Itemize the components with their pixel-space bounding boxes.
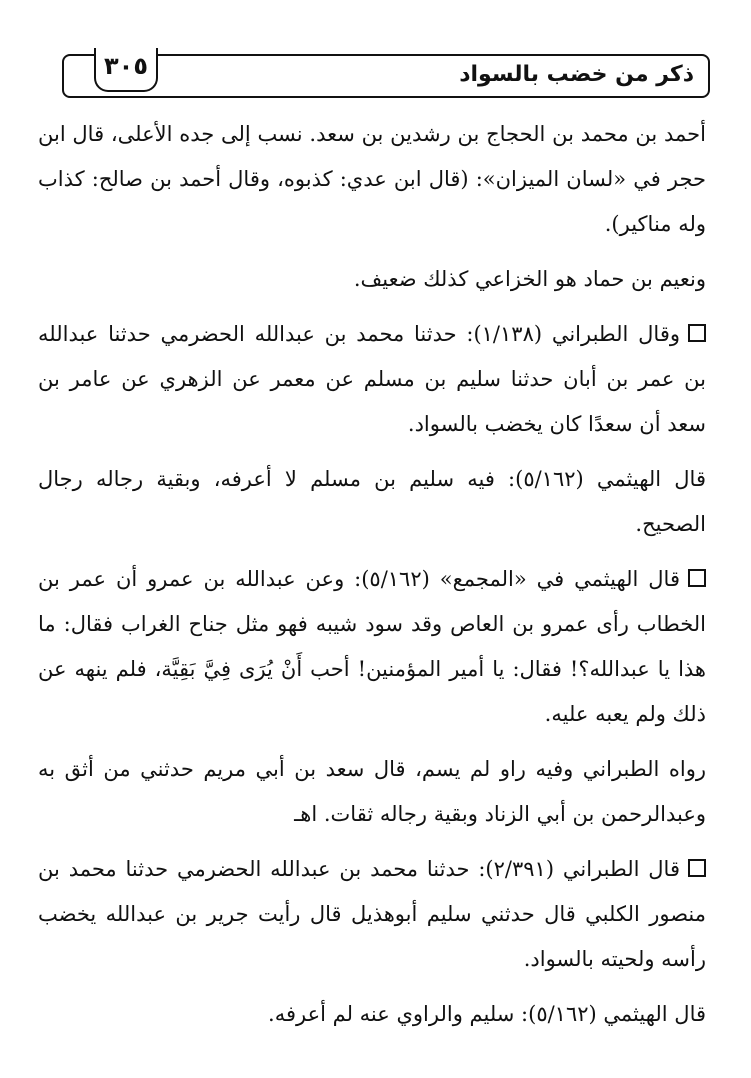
paragraph-5 [38, 557, 706, 737]
paragraph-text: قال الطبراني (٢/٣٩١): حدثنا محمد بن عبدالله الحضرمي حدثنا محمد بن منصور الكلبي قال حدثني سليم أبوهذيل قال رأيت جرير بن عبدالله يخضب رأسه ولحيته بالسواد. [38, 857, 706, 971]
body-text [38, 112, 706, 1047]
page-number: ٣٠٥ [104, 52, 148, 80]
checkbox-icon [688, 859, 706, 877]
paragraph-text: ونعيم بن حماد هو الخزاعي كذلك ضعيف. [353, 267, 706, 291]
paragraph-text: وقال الطبراني (١/١٣٨): حدثنا محمد بن عبدالله الحضرمي حدثنا عبدالله بن عمر بن أبان حدثنا سليم بن مسلم عن معمر عن الزهري عن عامر بن سعد أن سعدًا كان يخضب بالسواد. [38, 322, 706, 436]
paragraph-text: قال الهيثمي في «المجمع» (٥/١٦٢): وعن عبدالله بن عمرو أن عمر بن الخطاب رأى عمرو بن العاص وقد سود شيبه فهو مثل جناح الغراب فقال: ما هذا يا عبدالله؟! فقال: يا أمير المؤمنين! أحب أَنْ يُرَى فِيَّ بَقِيَّة، فلم ينهه عن ذلك ولم يعبه عليه. [38, 567, 706, 726]
paragraph-text: قال الهيثمي (٥/١٦٢): فيه سليم بن مسلم لا أعرفه، وبقية رجاله رجال الصحيح. [38, 467, 706, 536]
paragraph-3 [38, 312, 706, 447]
paragraph-text: رواه الطبراني وفيه راو لم يسم، قال سعد بن أبي مريم حدثني من أثق به وعبدالرحمن بن أبي الزناد وبقية رجاله ثقات. اهـ [38, 757, 706, 826]
paragraph-1 [38, 112, 706, 247]
paragraph-text: أحمد بن محمد بن الحجاج بن رشدين بن سعد. نسب إلى جده الأعلى، قال ابن حجر في «لسان الميزان»: (قال ابن عدي: كذبوه، وقال أحمد بن صالح: كذاب وله مناكير). [38, 122, 706, 236]
paragraph-4 [38, 457, 706, 547]
paragraph-7 [38, 847, 706, 982]
paragraph-8 [38, 992, 706, 1037]
page-number-tab [94, 48, 158, 92]
checkbox-icon [688, 569, 706, 587]
checkbox-icon [688, 324, 706, 342]
page-header [62, 54, 710, 98]
chapter-title: ذكر من خضب بالسواد [459, 62, 694, 87]
paragraph-6 [38, 747, 706, 837]
paragraph-2 [38, 257, 706, 302]
paragraph-text: قال الهيثمي (٥/١٦٢): سليم والراوي عنه لم أعرفه. [268, 1002, 706, 1026]
